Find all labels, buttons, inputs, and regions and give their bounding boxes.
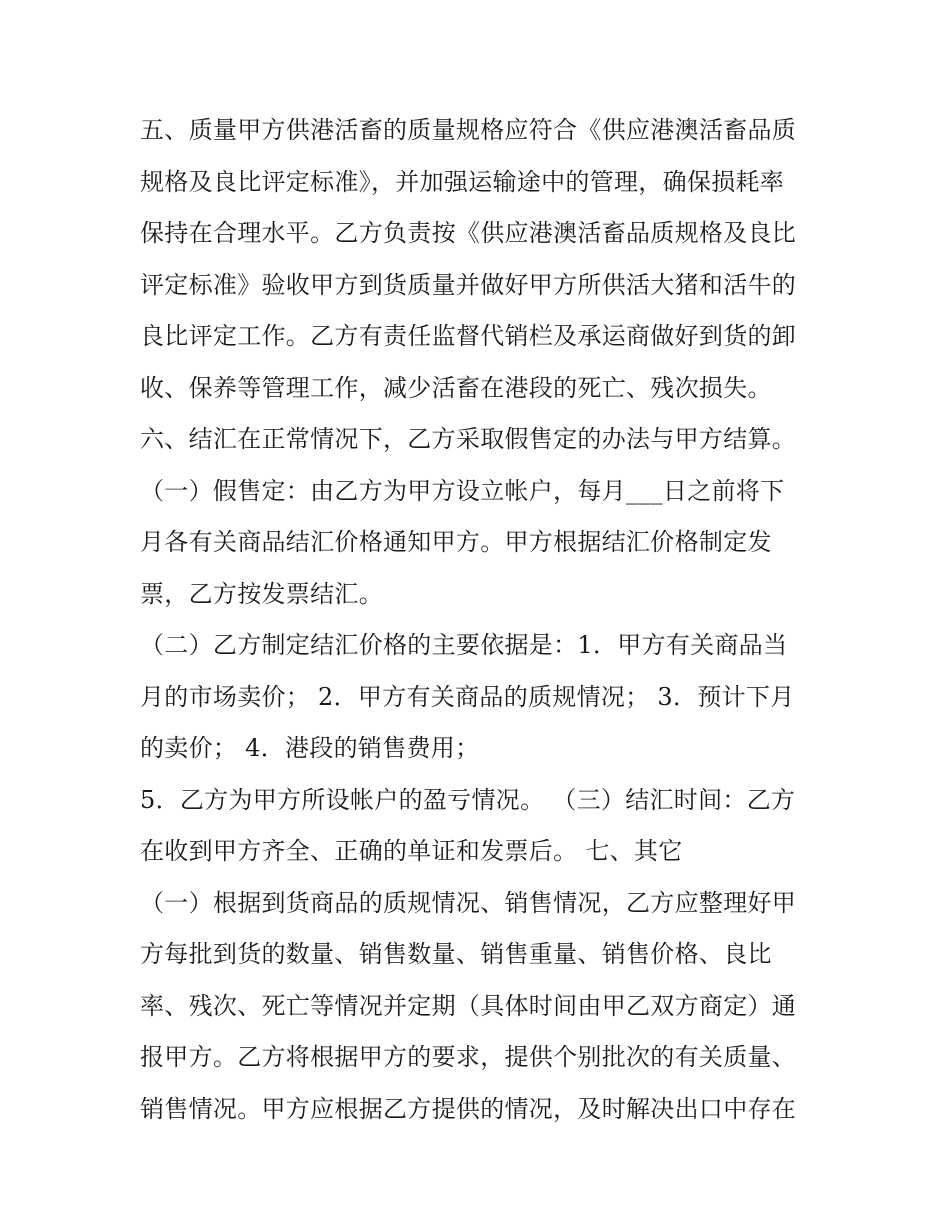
text-line: 评定标准》验收甲方到货质量并做好甲方所供活大猪和活牛的	[140, 270, 797, 299]
text-line: 方每批到货的数量、销售数量、销售重量、销售价格、良比	[140, 940, 772, 968]
text-line: 月的市场卖价； 2．甲方有关商品的质规情况； 3．预计下月	[140, 682, 795, 711]
text-line: （二）乙方制定结汇价格的主要依据是：1．甲方有关商品当	[140, 631, 788, 659]
text-line: 五、质量甲方供港活畜的质量规格应符合《供应港澳活畜品质	[140, 116, 797, 144]
contract-text-body	[140, 105, 830, 1135]
text-line: （一）假售定：由乙方为甲方设立帐户，每月___日之前将下	[140, 476, 785, 505]
text-line: 率、残次、死亡等情况并定期（具体时间由甲乙双方商定）通	[140, 991, 797, 1020]
text-line: 票，乙方按发票结汇。	[140, 579, 383, 608]
text-line: 在收到甲方齐全、正确的单证和发票后。 七、其它	[140, 837, 683, 865]
text-line: 规格及良比评定标准》，并加强运输途中的管理，确保损耗率	[140, 167, 785, 196]
text-line: 收、保养等管理工作，减少活畜在港段的死亡、残次损失。	[140, 373, 772, 402]
text-line: （一）根据到货商品的质规情况、销售情况，乙方应整理好甲	[140, 888, 797, 917]
text-line: 报甲方。乙方将根据甲方的要求，提供个别批次的有关质量、	[140, 1043, 797, 1071]
text-line: 销售情况。甲方应根据乙方提供的情况，及时解决出口中存在	[140, 1094, 797, 1123]
text-line: 良比评定工作。乙方有责任监督代销栏及承运商做好到货的卸	[140, 322, 797, 350]
text-line: 六、结汇在正常情况下，乙方采取假售定的办法与甲方结算。	[140, 425, 797, 453]
text-line: 的卖价； 4．港段的销售费用；	[140, 734, 480, 762]
text-line: 月各有关商品结汇价格通知甲方。甲方根据结汇价格制定发	[140, 528, 772, 556]
text-line: 5．乙方为甲方所设帐户的盈亏情况。 （三）结汇时间：乙方	[140, 785, 796, 814]
text-line: 保持在合理水平。乙方负责按《供应港澳活畜品质规格及良比	[140, 219, 797, 247]
